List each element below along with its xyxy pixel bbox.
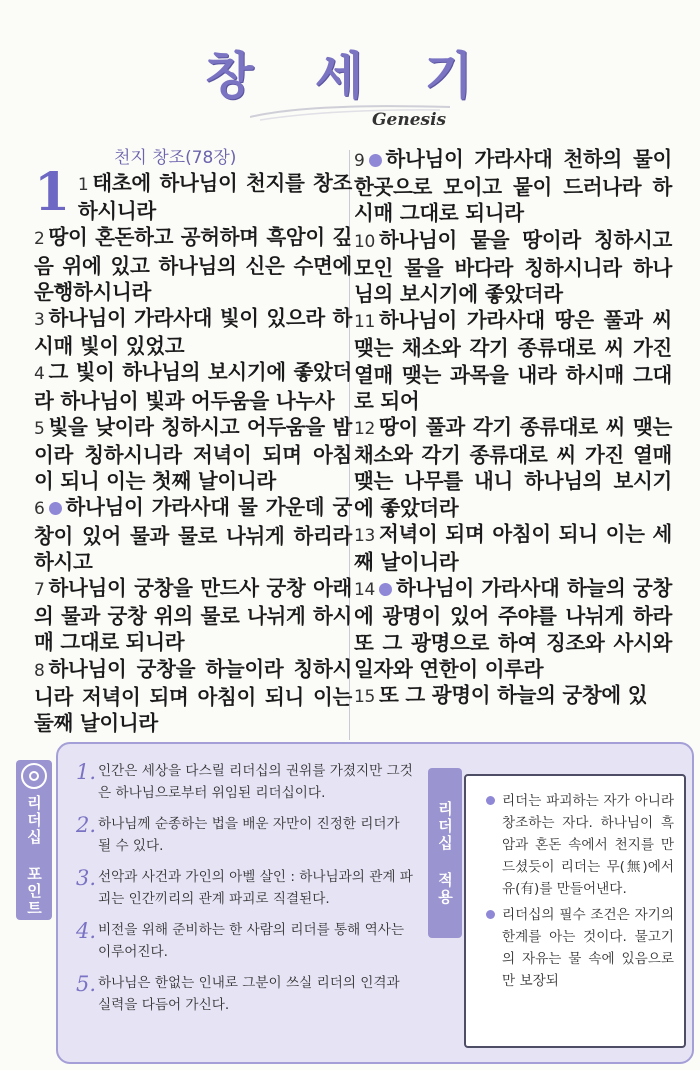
leadership-point-label: 리더십 포인트 — [25, 795, 43, 917]
point-number: 5. — [76, 972, 97, 996]
verse-number: 15 — [354, 687, 376, 708]
bullet-icon — [486, 796, 495, 805]
verse — [34, 224, 352, 305]
leadership-point-item — [76, 813, 416, 857]
verse-text: 하나님이 가라사대 하늘의 궁창에 광명이 있어 주야를 나뉘게 하라 또 그 광명으로 하여 징조와 사시와 일자와 연한이 이루라 — [354, 576, 672, 681]
verse-text: 땅이 혼돈하고 공허하며 흑암이 깊음 위에 있고 하나님의 신은 수면에 운행하시니라 — [34, 225, 352, 304]
verse-text: 하나님이 가라사대 천하의 물이 한곳으로 모이고 뭍이 드러나라 하시매 그대로 되니라 — [354, 147, 672, 226]
point-number: 1. — [76, 760, 97, 784]
point-number: 3. — [76, 866, 97, 890]
verse — [34, 494, 352, 575]
verse-number: 2 — [34, 229, 45, 250]
verse-number: 10 — [354, 231, 376, 252]
verse-number: 14 — [354, 580, 376, 601]
verse-number: 1 — [77, 175, 89, 195]
verse-text: 땅이 풀과 각기 종류대로 씨 맺는 채소와 각기 종류대로 씨 가진 열매 맺는 나무를 내니 하나님의 보시기에 좋았더라 — [354, 415, 672, 520]
leadership-apply-item — [484, 790, 674, 900]
leadership-point-tab — [16, 760, 52, 920]
leadership-apply-tab — [428, 768, 462, 938]
leadership-point-item — [76, 866, 416, 910]
bullet-icon — [486, 910, 495, 919]
leadership-point-item — [76, 919, 416, 963]
bullet-icon — [379, 583, 392, 596]
verse — [34, 162, 352, 224]
left-column — [34, 146, 352, 736]
book-subtitle: Genesis — [372, 110, 447, 130]
verse — [354, 146, 672, 227]
verse — [354, 521, 672, 575]
book-title: 창 세 기 — [205, 46, 495, 105]
verse — [34, 656, 352, 737]
section-heading: 천지 창조(78장) — [114, 148, 237, 168]
leadership-apply-item — [484, 904, 674, 992]
verse-number: 4 — [34, 364, 45, 385]
point-text: 하나님께 순종하는 법을 배운 자만이 진정한 리더가 될 수 있다. — [98, 816, 400, 854]
verse — [354, 307, 672, 414]
verse-text: 하나님이 가라사대 빛이 있으라 하시매 빛이 있었고 — [34, 306, 352, 359]
bullet-icon — [49, 502, 62, 515]
verse-text: 하나님이 가라사대 땅은 풀과 씨 맺는 채소와 각기 종류대로 씨 가진 열매 맺는 과목을 내라 하시매 그대로 되어 — [354, 308, 672, 413]
verse-number: 6 — [34, 499, 45, 520]
leadership-point-item — [76, 760, 416, 804]
apply-text: 리더십의 필수 조건은 자기의 한계를 아는 것이다. 물고기의 자유는 물 속에 있음으로만 보장되 — [502, 907, 674, 989]
leadership-apply-list — [484, 790, 674, 996]
leadership-apply-label: 리더십 적용 — [436, 800, 454, 906]
target-icon — [21, 763, 47, 789]
point-number: 2. — [76, 813, 97, 837]
leadership-point-list — [76, 760, 416, 1025]
verse-text: 하나님이 궁창을 하늘이라 칭하시니라 저녁이 되며 아침이 되니 이는 둘째 날이니라 — [34, 656, 352, 736]
left-verse-list — [34, 162, 352, 736]
verse-number: 8 — [34, 660, 45, 681]
right-column — [354, 146, 672, 710]
verse — [354, 227, 672, 308]
point-text: 인간은 세상을 다스릴 리더십의 권위를 가졌지만 그것은 하나님으로부터 위임된 리더십이다. — [98, 763, 413, 801]
apply-text: 리더는 파괴하는 자가 아니라 창조하는 자다. 하나님이 흑암과 혼돈 속에서 천지를 만드셨듯이 리더는 무(無)에서 유(有)를 만들어낸다. — [502, 793, 674, 897]
verse-text: 저녁이 되며 아침이 되니 이는 세째 날이니라 — [354, 521, 672, 575]
verse — [354, 414, 672, 521]
verse-text: 하나님이 뭍을 땅이라 칭하시고 모인 물을 바다라 칭하시니라 하나님의 보시기에 좋았더라 — [354, 227, 672, 307]
verse-text: 태초에 하나님이 천지를 창조하시니라 — [77, 171, 352, 224]
verse-number: 9 — [354, 151, 365, 171]
verse-number: 5 — [34, 418, 45, 439]
verse-text: 하나님이 가라사대 물 가운데 궁창이 있어 물과 물로 나뉘게 하리라 하시고 — [34, 495, 352, 574]
point-number: 4. — [76, 919, 97, 943]
verse-number: 11 — [354, 312, 376, 333]
verse — [34, 575, 352, 656]
chapter-number: 1 — [34, 162, 70, 223]
right-verse-list — [354, 146, 672, 710]
verse-text: 그 빛이 하나님의 보시기에 좋았더라 하나님이 빛과 어두움을 나누사 — [34, 360, 352, 413]
verse — [34, 305, 352, 359]
verse-text: 하나님이 궁창을 만드사 궁창 아래의 물과 궁창 위의 물로 나뉘게 하시매 그대로 되니라 — [34, 576, 352, 655]
verse-number: 13 — [354, 525, 376, 546]
verse-text: 또 그 광명이 하늘의 궁창에 있 — [379, 683, 648, 708]
point-text: 하나님은 한없는 인내로 그분이 쓰실 리더의 인격과 실력을 다듬어 가신다. — [98, 975, 400, 1013]
verse-text: 빛을 낮이라 칭하시고 어두움을 밤이라 칭하시니라 저녁이 되며 아침이 되니 이는 첫째 날이니라 — [34, 414, 352, 494]
verse — [354, 575, 672, 682]
bullet-icon — [369, 154, 382, 167]
leadership-point-item — [76, 972, 416, 1016]
verse — [34, 359, 352, 413]
verse — [34, 414, 352, 495]
point-text: 선악과 사건과 가인의 아벨 살인 : 하나님과의 관계 파괴는 인간끼리의 관계 파괴로 직결된다. — [98, 869, 413, 907]
point-text: 비전을 위해 준비하는 한 사람의 리더를 통해 역사는 이루어진다. — [98, 922, 405, 960]
verse-number: 3 — [34, 310, 45, 331]
verse-number: 12 — [354, 419, 376, 440]
verse-number: 7 — [34, 580, 45, 601]
verse — [354, 682, 672, 710]
